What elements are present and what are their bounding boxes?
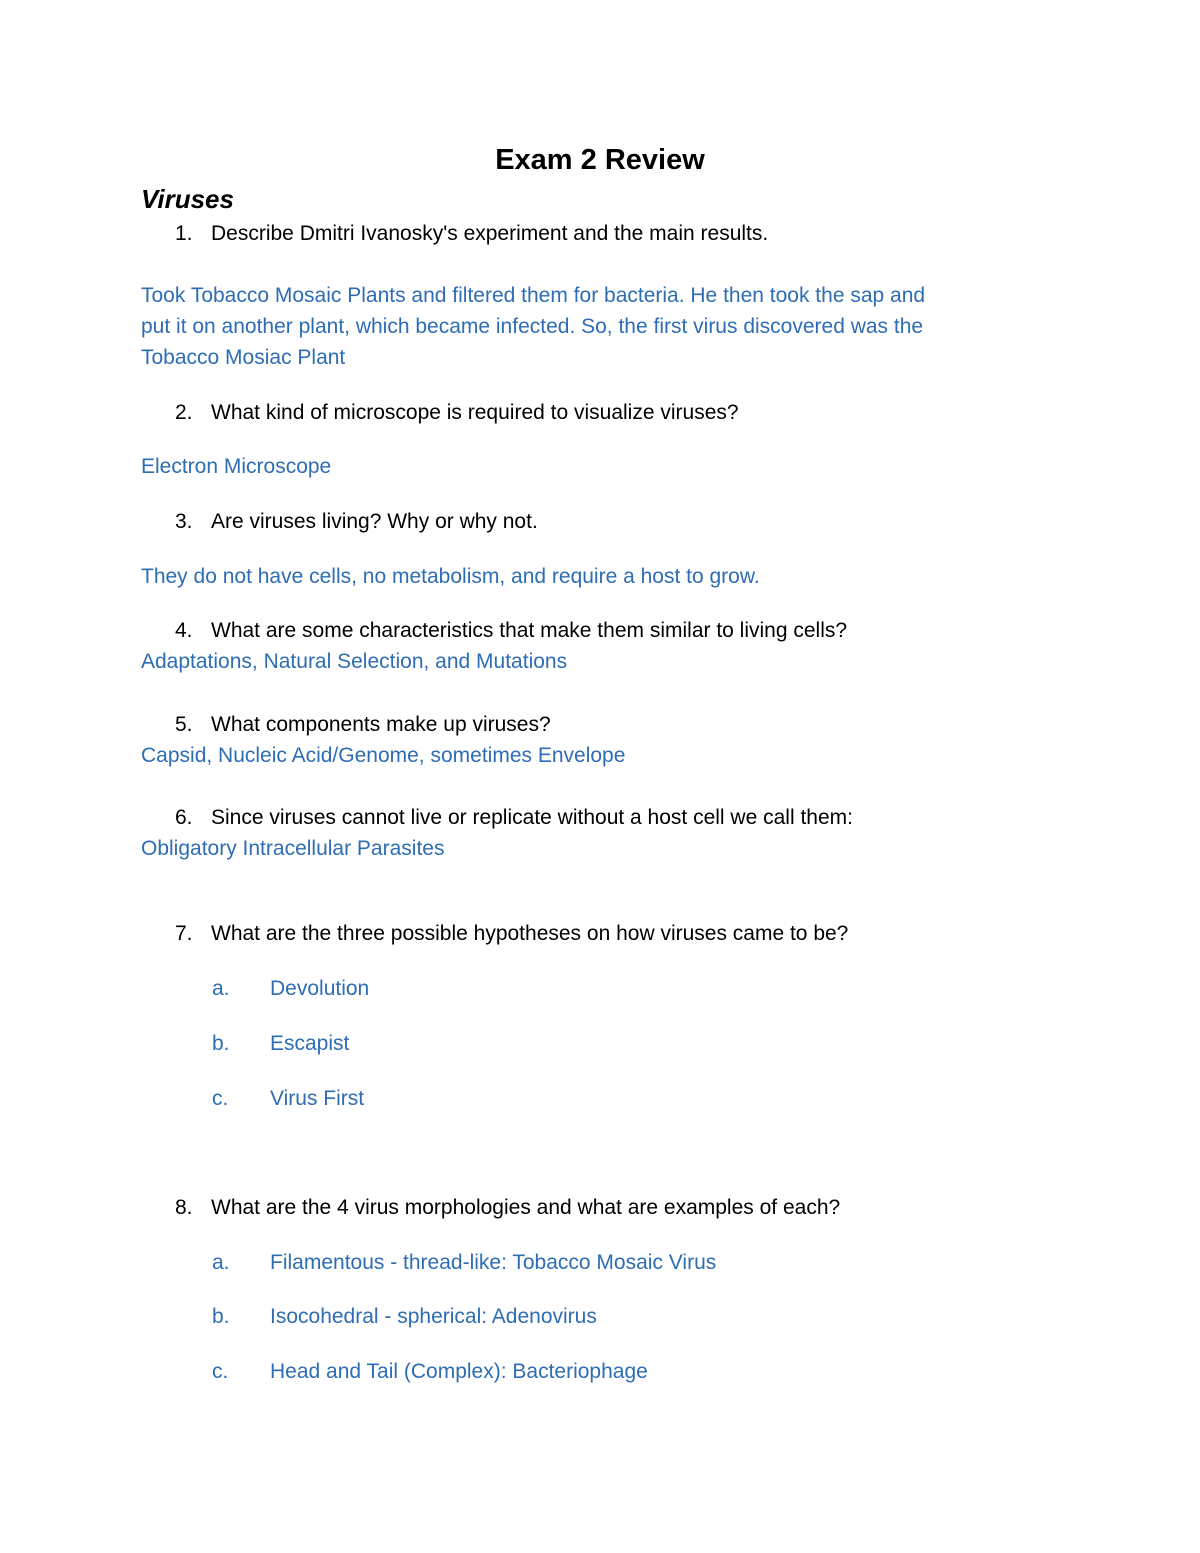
question-number: 4.: [175, 619, 193, 642]
question-number: 6.: [175, 806, 193, 829]
list-item-letter: c.: [212, 1360, 229, 1383]
answer-1-line-2: put it on another plant, which became infected. So, the first virus discovered was the: [141, 315, 924, 338]
answer-3: They do not have cells, no metabolism, and require a host to grow.: [141, 565, 760, 588]
list-item-text: Filamentous - thread-like: Tobacco Mosaic Virus: [270, 1251, 717, 1274]
answer-2: Electron Microscope: [141, 455, 332, 478]
page-title: Exam 2 Review: [495, 144, 705, 176]
question-text: What kind of microscope is required to visualize viruses?: [211, 401, 739, 424]
question-text: What are the three possible hypotheses on how viruses came to be?: [211, 922, 849, 945]
section-heading: Viruses: [141, 184, 234, 214]
list-item-letter: b.: [212, 1305, 230, 1328]
answer-6: Obligatory Intracellular Parasites: [141, 837, 445, 860]
question-text: Are viruses living? Why or why not.: [211, 510, 538, 533]
list-item-letter: a.: [212, 977, 230, 1000]
list-item-text: Head and Tail (Complex): Bacteriophage: [270, 1360, 648, 1383]
list-item-letter: a.: [212, 1251, 230, 1274]
question-number: 7.: [175, 922, 193, 945]
question-text: What are the 4 virus morphologies and what are examples of each?: [211, 1196, 841, 1219]
question-number: 3.: [175, 510, 193, 533]
question-text: What are some characteristics that make them similar to living cells?: [211, 619, 848, 642]
question-text: What components make up viruses?: [211, 713, 551, 736]
list-item-text: Virus First: [270, 1087, 365, 1110]
question-number: 5.: [175, 713, 193, 736]
question-text: Describe Dmitri Ivanosky's experiment and the main results.: [211, 222, 769, 245]
list-item-letter: c.: [212, 1087, 229, 1110]
answer-5: Capsid, Nucleic Acid/Genome, sometimes Envelope: [141, 744, 626, 767]
list-item-text: Devolution: [270, 977, 370, 1000]
answer-4: Adaptations, Natural Selection, and Mutations: [141, 650, 568, 673]
question-text: Since viruses cannot live or replicate without a host cell we call them:: [211, 806, 853, 829]
question-number: 1.: [175, 222, 193, 245]
list-item-letter: b.: [212, 1032, 230, 1055]
question-number: 8.: [175, 1196, 193, 1219]
question-number: 2.: [175, 401, 193, 424]
answer-1-line-1: Took Tobacco Mosaic Plants and filtered them for bacteria. He then took the sap and: [141, 284, 926, 307]
answer-1-line-3: Tobacco Mosiac Plant: [141, 346, 346, 369]
list-item-text: Isocohedral - spherical: Adenovirus: [270, 1305, 597, 1328]
list-item-text: Escapist: [270, 1032, 350, 1055]
